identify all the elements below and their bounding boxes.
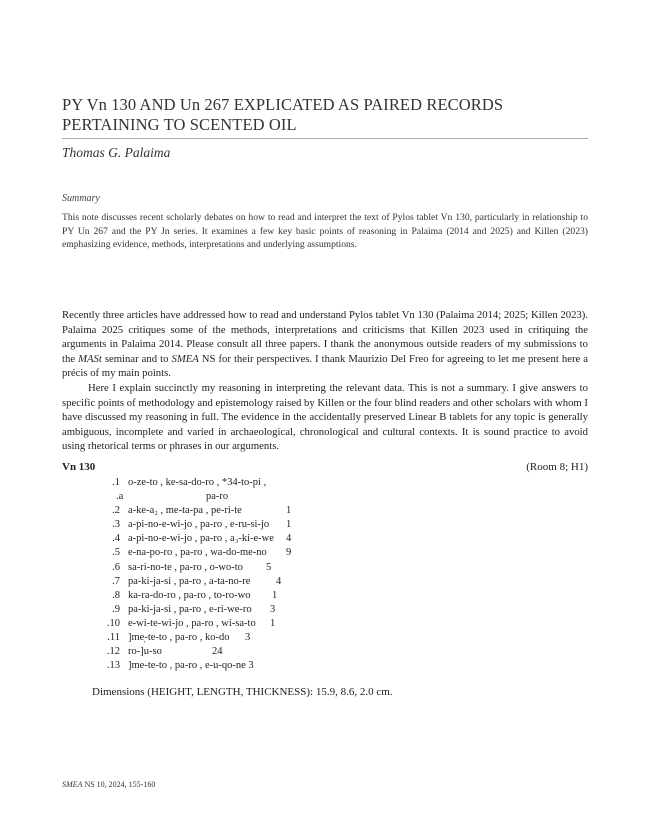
line-quantity: 1	[286, 505, 292, 517]
line-number: .7	[112, 575, 120, 587]
tablet-heading	[62, 461, 588, 473]
tablet-id: Vn 130	[62, 461, 96, 473]
body-text	[62, 308, 588, 454]
line-number: .8	[112, 589, 120, 601]
line-quantity: 5	[266, 561, 272, 573]
line-number: .10	[106, 617, 120, 629]
line-text: a-ke-a₂ , me-ta-pa , pe-ri-te	[128, 505, 242, 517]
article-title: PY Vn 130 AND Un 267 EXPLICATED AS PAIRED RECORDS PERTAINING TO SCENTED OIL	[62, 95, 504, 134]
p1-part-c: NS for their perspectives. I thank Maurizio Del Freo for agreeing to let me present here a précis of my main points.	[62, 352, 589, 380]
footer-citation: NS 10, 2024, 155-160	[82, 780, 156, 789]
line-text: ]me̩-te-to , pa-ro , ko-do	[128, 632, 230, 644]
line-text: e-wi-te-wi-jo , pa-ro , wi-sa-to	[128, 617, 256, 629]
line-quantity: 3	[270, 603, 276, 615]
line-text: ]me-te-to , pa-ro , e-u-qo-ne 3	[128, 660, 254, 672]
line-text: sa-ri-no-te , pa-ro , o-wo-to	[128, 561, 243, 573]
line-text: pa-ki-ja-si , pa-ro , e-ri-we-ro	[128, 603, 252, 615]
summary-label: Summary	[62, 193, 100, 204]
line-number: .2	[112, 505, 120, 517]
line-number: .12	[106, 646, 120, 658]
p1-part-b: seminar and to	[101, 352, 172, 365]
author-name: Thomas G. Palaima	[62, 145, 171, 160]
line-quantity: 4	[276, 575, 282, 587]
line-text: pa-ki-ja-si , pa-ro , a-ta-no-re	[128, 575, 251, 587]
line-number: .3	[112, 519, 120, 531]
line-number: .4	[112, 533, 120, 545]
tablet-dimensions: Dimensions (HEIGHT, LENGTH, THICKNESS): 15.9, 8.6, 2.0 cm.	[92, 686, 393, 698]
line-quantity: 9	[286, 547, 292, 559]
title-divider	[62, 138, 588, 139]
line-number: .13	[106, 660, 120, 672]
masr-italic: MASt	[78, 352, 102, 365]
paragraph-1	[62, 308, 588, 381]
line-text: o-ze-to , ke-sa-do-ro , *34-to-pi ,	[128, 477, 267, 488]
line-number: .11	[107, 632, 120, 644]
line-quantity: 1	[272, 589, 278, 601]
line-text: e-na-po-ro , pa-ro , wa-do-me-no	[128, 547, 267, 559]
page-footer	[62, 780, 155, 789]
line-text: ka-ra-do-ro , pa-ro , to-ro-wo	[128, 589, 251, 601]
line-number: .a	[116, 491, 124, 503]
line-quantity: 1	[286, 519, 292, 531]
line-number: .5	[112, 547, 120, 559]
line-text: a-pi-no-e-wi-jo , pa-ro , a₃-ki-e-we	[128, 533, 274, 545]
line-text: ro-]u-so	[128, 646, 162, 658]
line-quantity: 24	[212, 646, 223, 658]
tablet-room: (Room 8; H1)	[526, 461, 588, 473]
line-quantity: 3	[245, 632, 251, 644]
footer-journal: SMEA	[62, 780, 83, 789]
line-number: .9	[112, 603, 120, 615]
line-number: .6	[112, 561, 120, 573]
paragraph-2: Here I explain succinctly my reasoning in interpreting the relevant data. This is not a summary. I give answers to specific points of methodology and epistemology raised by Killen or the four blind readers and other scholars with whom I have discussed my reasoning in full. The evidence in the accidentally preserved Linear B tablets for any topic is generally ambiguous, incomplete and varied in archaeological, chronological and cultural contexts. It is sound practice to avoid using rhetorical terms or phrases in our arguments.	[62, 381, 588, 453]
line-text: pa-ro	[206, 491, 229, 503]
line-quantity: 4	[286, 533, 292, 545]
summary-text: This note discusses recent scholarly debates on how to read and interpret the text of Pylos tablet Vn 130, particularly in relationship to PY Un 267 and the PY Jn series. It examines a few key basic points of reasoning in Palaima (2014 and 2025) and Killen (2023) emphasizing evidence, methods, interpretations and underlying assumptions.	[62, 212, 588, 250]
line-text: a-pi-no-e-wi-jo , pa-ro , e-ru-si-jo	[128, 519, 270, 531]
line-number: .1	[112, 477, 120, 488]
smea-italic: SMEA	[171, 352, 199, 365]
line-quantity: 1	[270, 617, 276, 629]
p1-part-a: Recently three articles have addressed how to read and understand Pylos tablet Vn 130 (Palaima 2014; 2025; Killen 2023). Palaima 2025 critiques some of the methods, interpretations and criticisms that Killen 2023 used in critiquing the arguments in Palaima 2014. Please consult all three papers. I thank the anonymous outside readers of my submissions to the	[62, 309, 588, 365]
